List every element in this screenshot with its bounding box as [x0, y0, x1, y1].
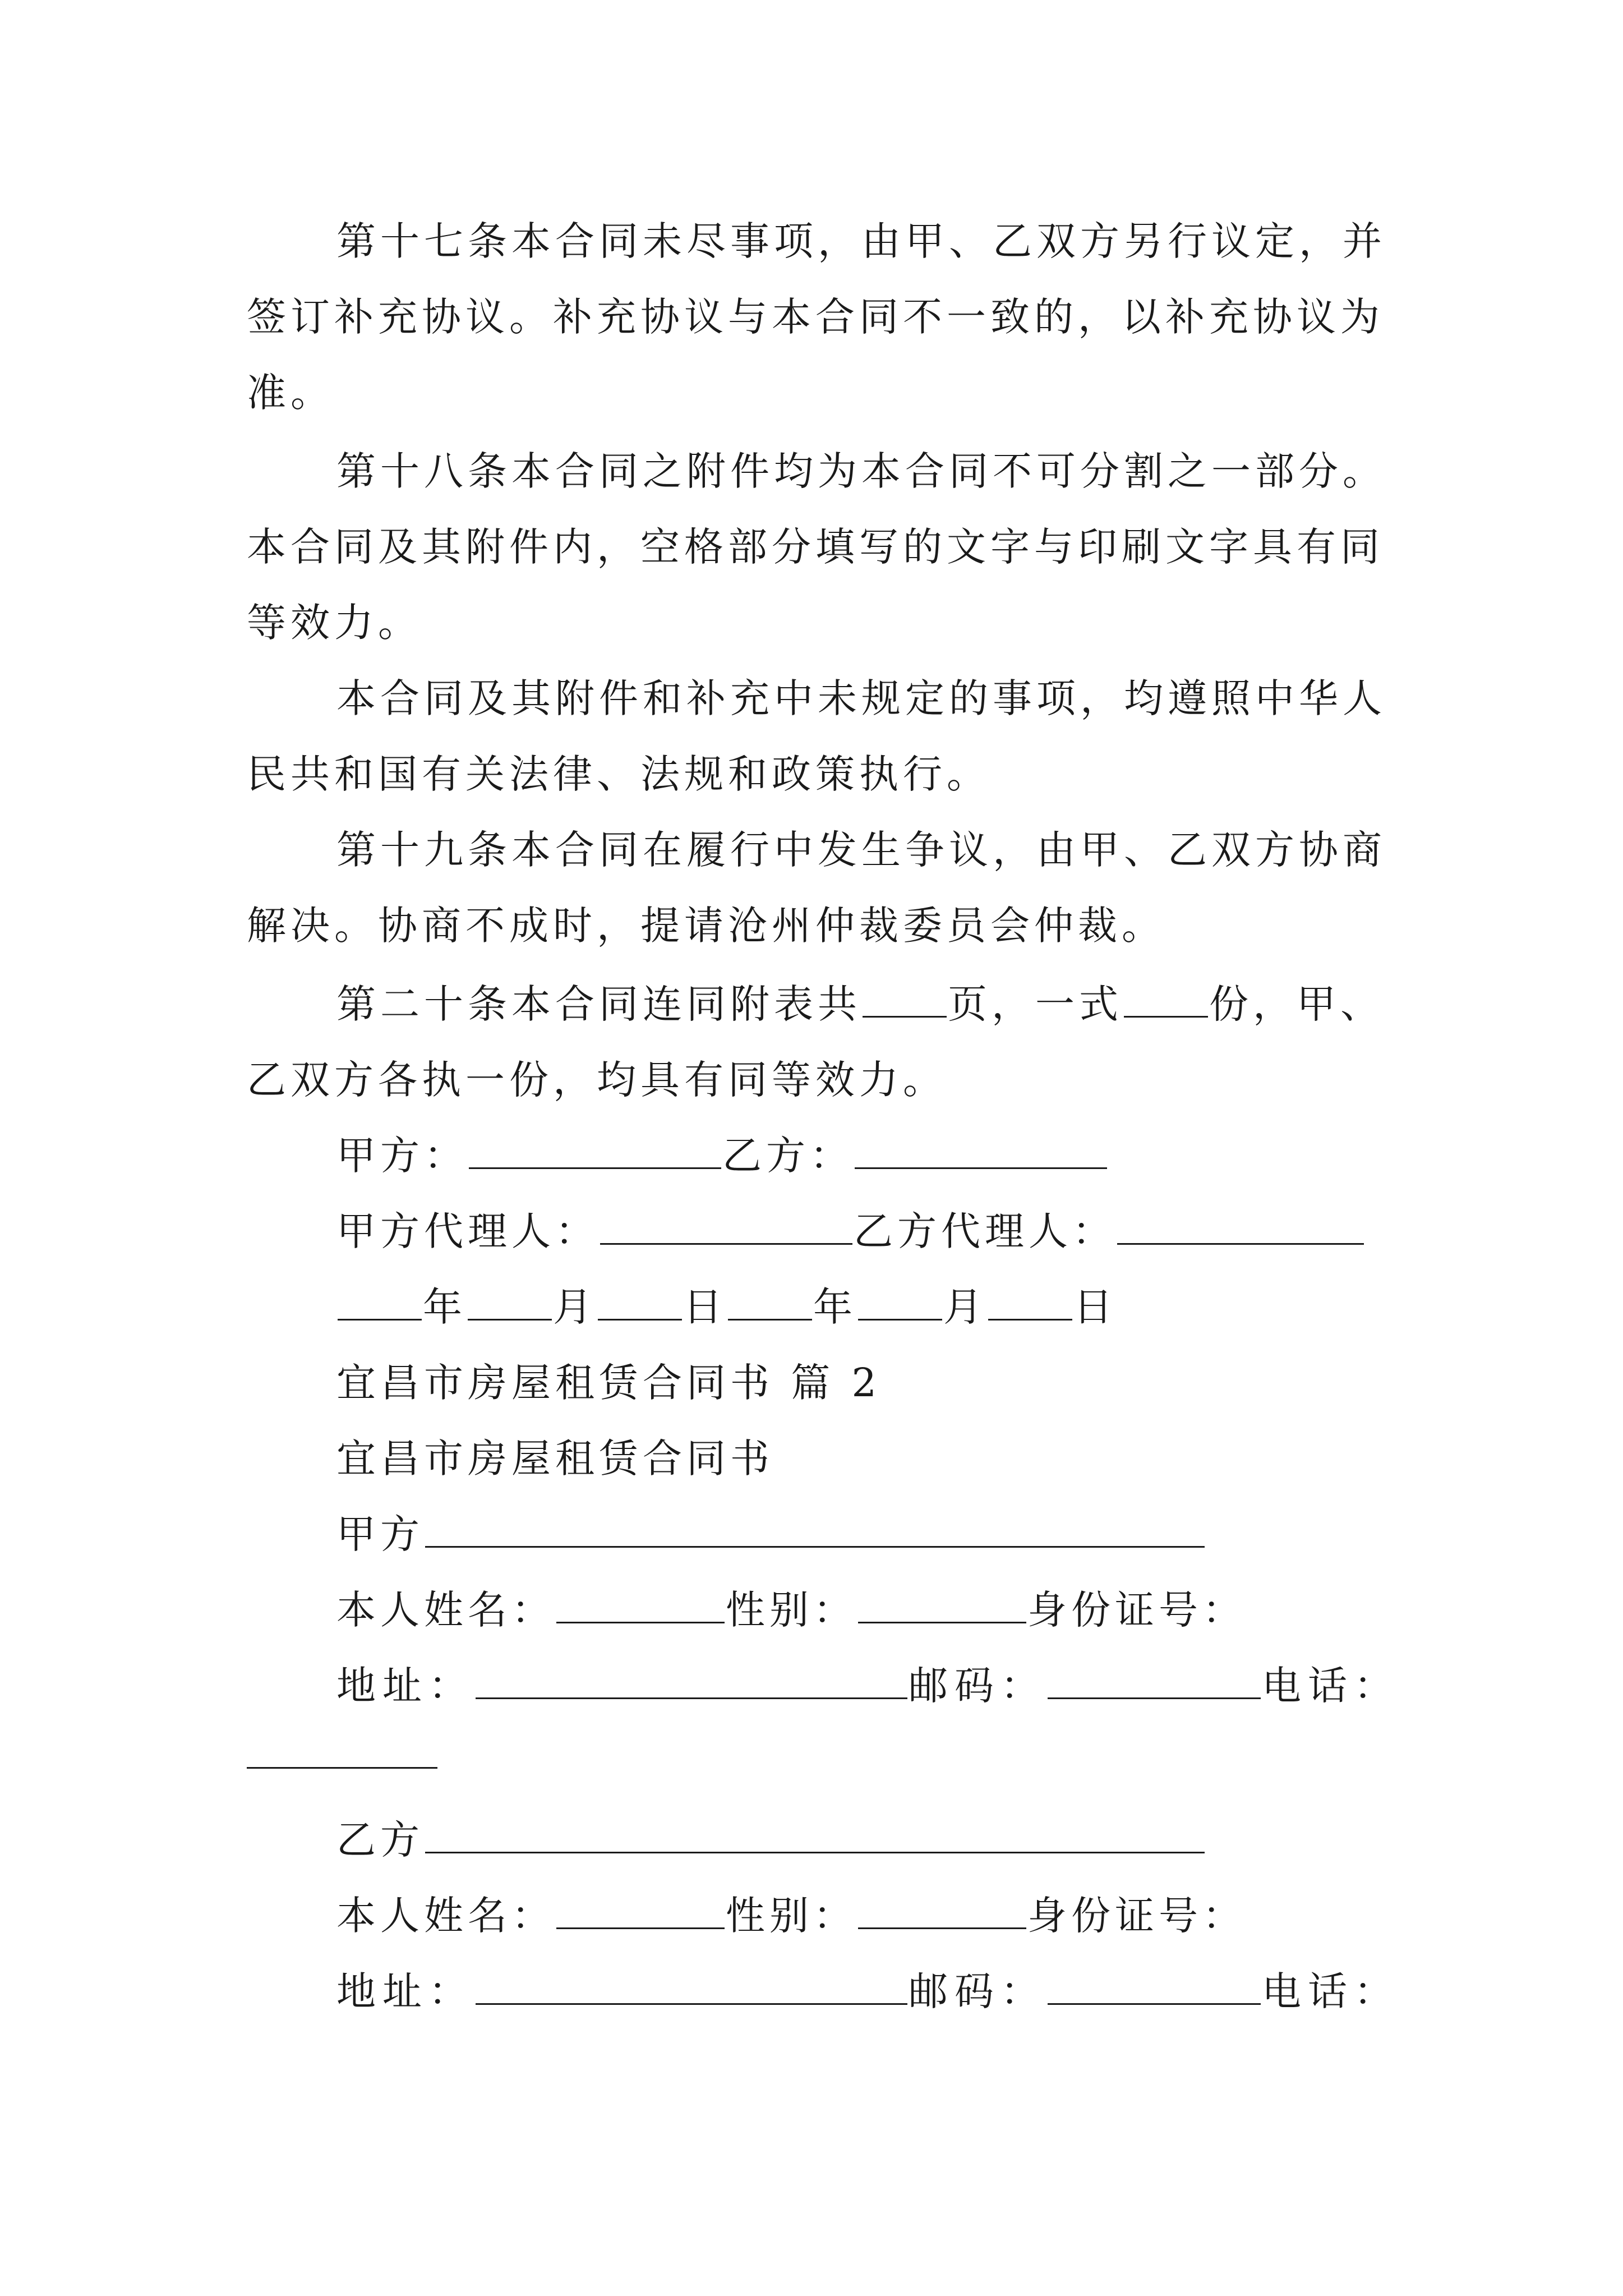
- party-b-row: [336, 1817, 1206, 1863]
- party-b-address-blank[interactable]: [476, 1972, 907, 2005]
- agent-a-label: 甲方代理人：: [336, 1208, 599, 1254]
- party-a-phone-blank[interactable]: [247, 1767, 437, 1769]
- month-b-blank[interactable]: [858, 1287, 942, 1320]
- agent-b-blank[interactable]: [1117, 1212, 1364, 1245]
- article17-line1: 第十七条本合同未尽事项，由甲、乙双方另行议定，并: [336, 218, 1386, 264]
- unregulated-line2: 民共和国有关法律、法规和政策执行。: [247, 751, 990, 797]
- day-a-label: 日: [683, 1284, 727, 1330]
- month-b-label: 月: [943, 1284, 987, 1330]
- party-b-contact-row: [336, 1968, 1400, 2014]
- contract2-party-a-label: 甲方: [336, 1511, 424, 1557]
- party-a-name-label: 本人姓名：: [336, 1587, 555, 1633]
- month-a-blank[interactable]: [468, 1287, 552, 1320]
- party-a-postcode-blank[interactable]: [1048, 1666, 1261, 1699]
- agent-a-blank[interactable]: [600, 1212, 852, 1245]
- party-b-name-blank[interactable]: [556, 1896, 725, 1929]
- party-a-address-label: 地址：: [336, 1663, 474, 1709]
- party-a-postcode-label: 邮码：: [909, 1663, 1046, 1709]
- party-b-label: 乙方：: [722, 1133, 854, 1179]
- day-a-blank[interactable]: [598, 1287, 682, 1320]
- article20-part3: 份，甲、: [1209, 981, 1384, 1027]
- party-a-gender-blank[interactable]: [858, 1590, 1026, 1623]
- unregulated-line1: 本合同及其附件和补充中未规定的事项，均遵照中华人: [336, 675, 1386, 721]
- party-b-identity-row: [336, 1893, 1246, 1939]
- party-a-row: [336, 1511, 1206, 1557]
- party-a-name-blank[interactable]: [556, 1590, 725, 1623]
- party-b-phone-label: 电话：: [1262, 1968, 1400, 2014]
- day-b-blank[interactable]: [988, 1287, 1072, 1320]
- party-b-id-label: 身份证号：: [1027, 1893, 1246, 1939]
- party-a-contact-row: [336, 1663, 1400, 1709]
- party-b-postcode-label: 邮码：: [909, 1968, 1046, 2014]
- party-a-phone-label: 电话：: [1262, 1663, 1400, 1709]
- year-a-blank[interactable]: [338, 1287, 422, 1320]
- article18-line2: 本合同及其附件内，空格部分填写的文字与印刷文字具有同: [247, 524, 1384, 570]
- article18-line3: 等效力。: [247, 600, 422, 646]
- party-a-identity-row: [336, 1587, 1246, 1633]
- party-b-blank[interactable]: [855, 1136, 1107, 1169]
- party-a-gender-label: 性别：: [726, 1587, 857, 1633]
- party-a-address-blank[interactable]: [476, 1666, 907, 1699]
- signature-parties: [336, 1133, 1108, 1179]
- party-a-blank[interactable]: [469, 1136, 721, 1169]
- party-b-name-label: 本人姓名：: [336, 1893, 555, 1939]
- contract2-party-b-label: 乙方: [336, 1817, 424, 1863]
- contract2-title: 宜昌市房屋租赁合同书: [336, 1435, 774, 1481]
- page-count-blank[interactable]: [863, 984, 947, 1018]
- copy-count-blank[interactable]: [1124, 984, 1208, 1018]
- article20-part2: 页，一式: [948, 981, 1123, 1027]
- contract2-party-b-blank[interactable]: [425, 1820, 1205, 1853]
- party-b-gender-label: 性别：: [726, 1893, 857, 1939]
- contract2-party-a-blank[interactable]: [425, 1515, 1205, 1548]
- year-b-label: 年: [813, 1284, 857, 1330]
- signature-agents: [336, 1208, 1365, 1254]
- party-b-address-label: 地址：: [336, 1968, 474, 2014]
- article19-line1: 第十九条本合同在履行中发生争议，由甲、乙双方协商: [336, 827, 1386, 873]
- party-b-postcode-blank[interactable]: [1048, 1972, 1261, 2005]
- article18-line1: 第十八条本合同之附件均为本合同不可分割之一部分。: [336, 448, 1386, 494]
- article20-line1: [336, 981, 1384, 1027]
- agent-b-label: 乙方代理人：: [854, 1208, 1116, 1254]
- article20-part1: 第二十条本合同连同附表共: [336, 981, 861, 1027]
- article17-line2: 签订补充协议。补充协议与本合同不一致的，以补充协议为: [247, 294, 1384, 340]
- year-b-blank[interactable]: [728, 1287, 812, 1320]
- party-a-id-label: 身份证号：: [1027, 1587, 1246, 1633]
- article17-line3: 准。: [247, 370, 334, 416]
- contract2-heading: 宜昌市房屋租赁合同书 篇 2: [336, 1360, 882, 1406]
- article19-line2: 解决。协商不成时，提请沧州仲裁委员会仲裁。: [247, 903, 1165, 949]
- article20-line2: 乙双方各执一份，均具有同等效力。: [247, 1057, 947, 1103]
- month-a-label: 月: [553, 1284, 597, 1330]
- signature-dates: [336, 1284, 1117, 1330]
- party-b-gender-blank[interactable]: [858, 1896, 1026, 1929]
- day-b-label: 日: [1073, 1284, 1117, 1330]
- year-a-label: 年: [423, 1284, 467, 1330]
- party-a-label: 甲方：: [336, 1133, 468, 1179]
